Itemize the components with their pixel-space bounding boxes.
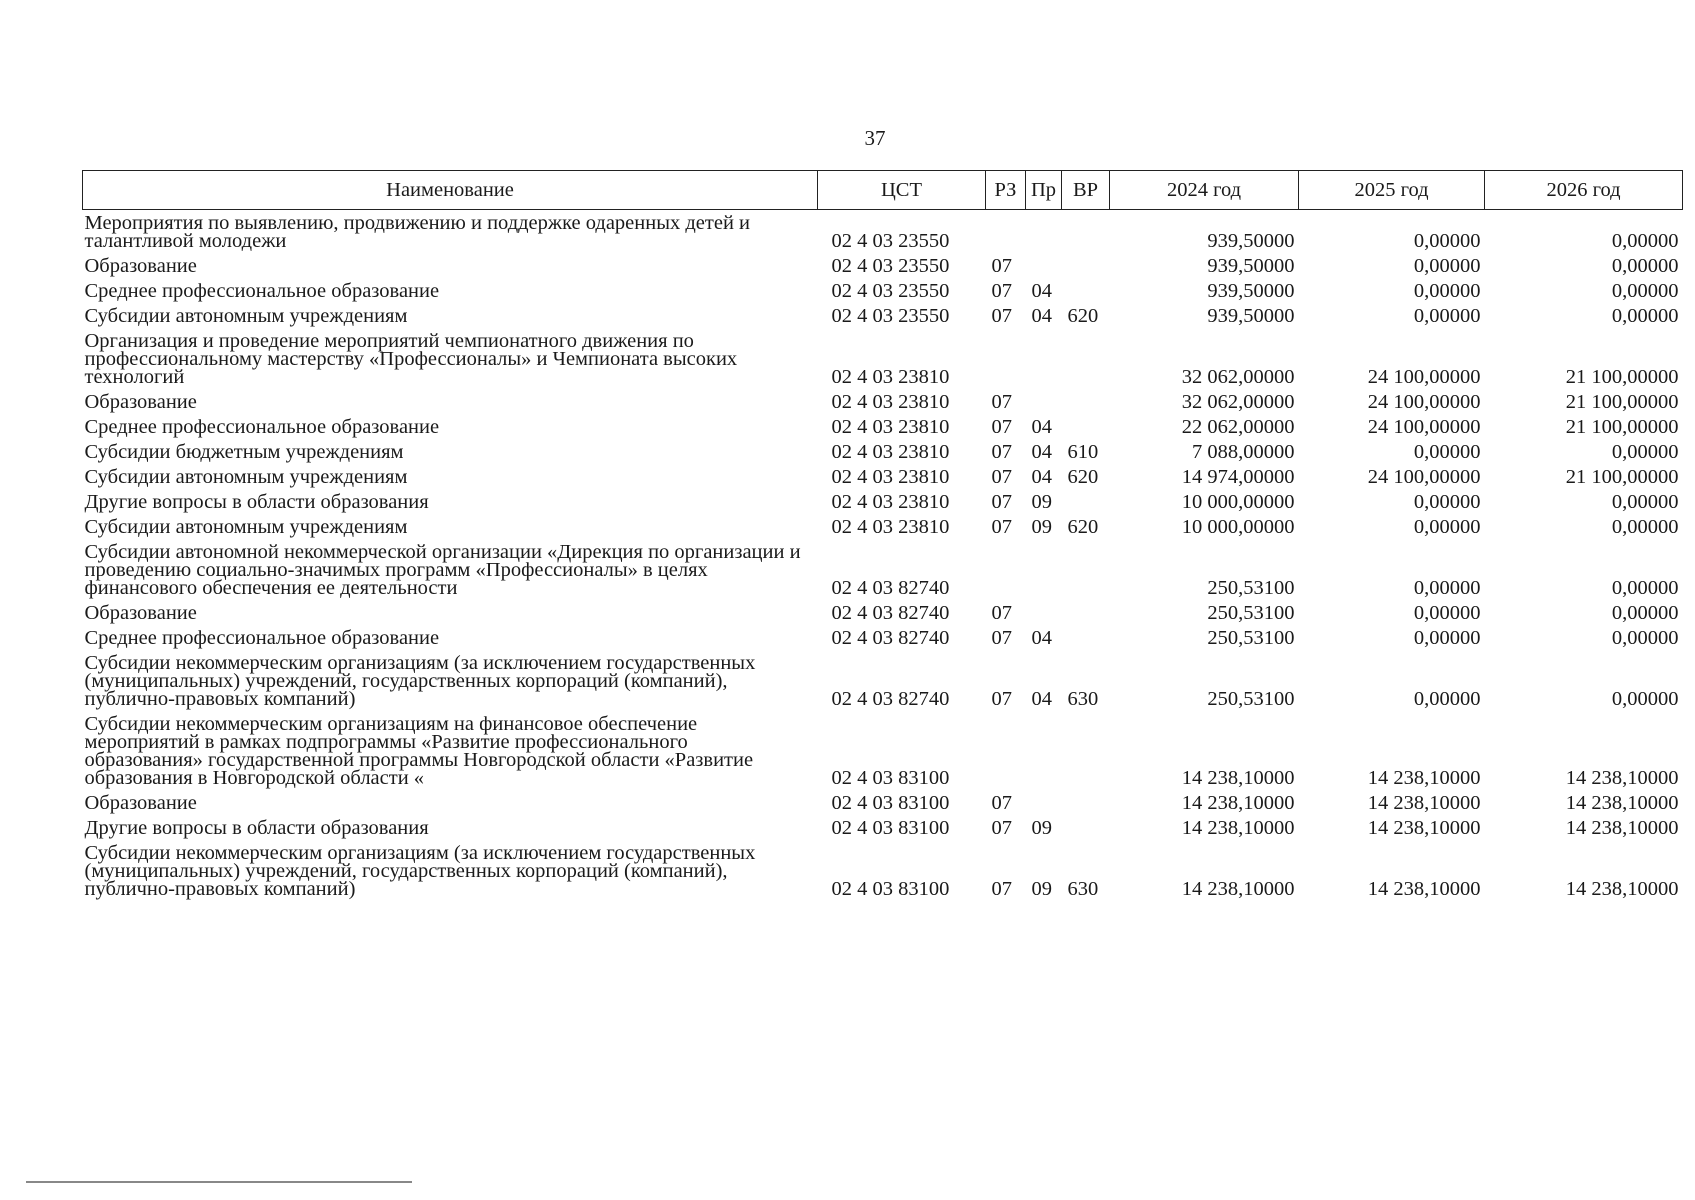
row-vr: 620 (1067, 516, 1099, 538)
table-row (83, 815, 1683, 840)
row-vr (1062, 539, 1110, 600)
row-2025: 0,00000 (1413, 255, 1481, 277)
header-2026: 2026 год (1485, 171, 1683, 210)
row-rz: 07 (991, 305, 1012, 327)
row-cst: 02 4 03 23810 (831, 366, 950, 388)
row-name: Среднее профессиональное образование (84, 627, 440, 649)
row-pr (1026, 210, 1062, 254)
row-2024: 939,50000 (1207, 305, 1295, 327)
row-name: Субсидии некоммерческим организациям на финансовое обеспечение мероприятий в рамках подпрограммы «Развитие профессионального образования» государственной программы Новгородской области «Развитие образования в Новгородской области « (84, 713, 754, 789)
row-pr: 04 (1031, 280, 1052, 302)
row-pr: 04 (1031, 466, 1052, 488)
table-row (83, 328, 1683, 389)
row-cst: 02 4 03 23810 (831, 391, 950, 413)
row-cst: 02 4 03 23550 (831, 255, 950, 277)
row-name: Образование (84, 602, 197, 624)
row-2024: 32 062,00000 (1181, 391, 1295, 413)
table-header-row (83, 171, 1683, 210)
row-rz: 07 (991, 391, 1012, 413)
row-pr: 04 (1031, 627, 1052, 649)
row-2024: 250,53100 (1207, 627, 1295, 649)
row-rz (986, 210, 1026, 254)
row-rz: 07 (991, 441, 1012, 463)
row-2025: 24 100,00000 (1367, 416, 1481, 438)
row-2026: 0,00000 (1611, 627, 1679, 649)
row-2025: 0,00000 (1413, 516, 1481, 538)
row-2025: 14 238,10000 (1367, 817, 1481, 839)
row-2025: 0,00000 (1413, 305, 1481, 327)
row-name: Образование (84, 255, 197, 277)
table-row (83, 414, 1683, 439)
row-rz: 07 (991, 878, 1012, 900)
header-rz: РЗ (986, 171, 1026, 210)
row-2025: 0,00000 (1413, 602, 1481, 624)
row-pr: 09 (1031, 878, 1052, 900)
row-cst: 02 4 03 83100 (831, 878, 950, 900)
row-cst: 02 4 03 23810 (831, 491, 950, 513)
row-cst: 02 4 03 23550 (831, 230, 950, 252)
row-2024: 10 000,00000 (1181, 516, 1295, 538)
row-name: Среднее профессиональное образование (84, 280, 440, 302)
row-vr (1062, 389, 1110, 414)
row-pr (1026, 711, 1062, 790)
row-cst: 02 4 03 82740 (831, 602, 950, 624)
row-name: Субсидии автономной некоммерческой организации «Дирекция по организации и проведению социально-значимых программ «Профессионалы» в целях финансового обеспечения ее деятельности (84, 541, 801, 599)
row-pr (1026, 600, 1062, 625)
row-2026: 21 100,00000 (1565, 366, 1679, 388)
row-2026: 0,00000 (1611, 602, 1679, 624)
row-2024: 14 974,00000 (1181, 466, 1295, 488)
table-row (83, 303, 1683, 328)
table-row (83, 711, 1683, 790)
row-name: Образование (84, 391, 197, 413)
row-name: Образование (84, 792, 197, 814)
table-row (83, 539, 1683, 600)
row-rz: 07 (991, 491, 1012, 513)
row-pr (1026, 790, 1062, 815)
row-pr: 09 (1031, 817, 1052, 839)
table-row (83, 253, 1683, 278)
row-2024: 7 088,00000 (1192, 441, 1295, 463)
row-cst: 02 4 03 23550 (831, 305, 950, 327)
header-pr: Пр (1026, 171, 1062, 210)
row-rz: 07 (991, 817, 1012, 839)
row-name: Организация и проведение мероприятий чемпионатного движения по профессиональному мастерству «Профессионалы» и Чемпионата высоких технологий (84, 330, 738, 388)
row-rz: 07 (991, 516, 1012, 538)
row-2026: 21 100,00000 (1565, 391, 1679, 413)
row-pr: 04 (1031, 416, 1052, 438)
header-2024: 2024 год (1110, 171, 1299, 210)
header-cst: ЦСТ (818, 171, 986, 210)
row-name: Субсидии некоммерческим организациям (за исключением государственных (муниципальных) учреждений, государственных корпораций (компаний), публично-правовых компаний) (84, 652, 756, 710)
row-2025: 0,00000 (1413, 441, 1481, 463)
row-2024: 14 238,10000 (1181, 792, 1295, 814)
row-rz: 07 (991, 466, 1012, 488)
row-pr: 04 (1031, 305, 1052, 327)
row-2025: 0,00000 (1413, 627, 1481, 649)
row-2026: 21 100,00000 (1565, 466, 1679, 488)
row-2024: 939,50000 (1207, 230, 1295, 252)
row-2024: 14 238,10000 (1181, 878, 1295, 900)
row-rz: 07 (991, 255, 1012, 277)
row-2025: 0,00000 (1413, 230, 1481, 252)
row-pr: 04 (1031, 688, 1052, 710)
row-2026: 0,00000 (1611, 688, 1679, 710)
row-2026: 0,00000 (1611, 280, 1679, 302)
row-pr (1026, 539, 1062, 600)
row-2026: 21 100,00000 (1565, 416, 1679, 438)
table-row (83, 514, 1683, 539)
row-name: Субсидии автономным учреждениям (84, 516, 408, 538)
row-vr (1062, 253, 1110, 278)
row-vr (1062, 625, 1110, 650)
row-2025: 14 238,10000 (1367, 878, 1481, 900)
row-vr: 620 (1067, 305, 1099, 327)
budget-table (82, 170, 1683, 901)
row-rz (986, 539, 1026, 600)
header-vr: ВР (1062, 171, 1110, 210)
row-cst: 02 4 03 82740 (831, 577, 950, 599)
row-2024: 250,53100 (1207, 602, 1295, 624)
row-2026: 14 238,10000 (1565, 792, 1679, 814)
row-name: Другие вопросы в области образования (84, 491, 429, 513)
row-rz: 07 (991, 627, 1012, 649)
row-cst: 02 4 03 23810 (831, 416, 950, 438)
row-cst: 02 4 03 83100 (831, 767, 950, 789)
table-row (83, 790, 1683, 815)
header-2025: 2025 год (1299, 171, 1485, 210)
row-pr: 09 (1031, 516, 1052, 538)
header-name: Наименование (83, 171, 818, 210)
row-vr (1062, 815, 1110, 840)
row-2026: 0,00000 (1611, 516, 1679, 538)
row-2024: 939,50000 (1207, 280, 1295, 302)
row-rz: 07 (991, 688, 1012, 710)
row-2025: 24 100,00000 (1367, 391, 1481, 413)
row-cst: 02 4 03 23810 (831, 516, 950, 538)
row-2025: 24 100,00000 (1367, 466, 1481, 488)
row-2024: 22 062,00000 (1181, 416, 1295, 438)
footer-rule (26, 1181, 412, 1183)
row-2025: 0,00000 (1413, 491, 1481, 513)
row-pr (1026, 389, 1062, 414)
row-rz: 07 (991, 792, 1012, 814)
row-vr (1062, 328, 1110, 389)
table-row (83, 650, 1683, 711)
row-2024: 250,53100 (1207, 577, 1295, 599)
row-vr (1062, 790, 1110, 815)
row-name: Мероприятия по выявлению, продвижению и поддержке одаренных детей и талантливой молодежи (84, 212, 751, 252)
row-2024: 939,50000 (1207, 255, 1295, 277)
page-number: 37 (864, 126, 886, 150)
row-pr: 09 (1031, 491, 1052, 513)
row-vr: 620 (1067, 466, 1099, 488)
table-row (83, 278, 1683, 303)
row-2024: 250,53100 (1207, 688, 1295, 710)
row-2025: 14 238,10000 (1367, 767, 1481, 789)
row-2026: 0,00000 (1611, 230, 1679, 252)
row-vr: 610 (1067, 441, 1099, 463)
row-vr: 630 (1067, 878, 1099, 900)
row-cst: 02 4 03 23550 (831, 280, 950, 302)
row-rz: 07 (991, 416, 1012, 438)
row-2026: 14 238,10000 (1565, 878, 1679, 900)
row-2025: 0,00000 (1413, 280, 1481, 302)
row-2025: 14 238,10000 (1367, 792, 1481, 814)
table-row (83, 489, 1683, 514)
row-2026: 0,00000 (1611, 305, 1679, 327)
row-rz (986, 711, 1026, 790)
row-name: Субсидии автономным учреждениям (84, 305, 408, 327)
row-rz (986, 328, 1026, 389)
row-cst: 02 4 03 83100 (831, 792, 950, 814)
table-row (83, 840, 1683, 901)
row-name: Другие вопросы в области образования (84, 817, 429, 839)
row-name: Субсидии бюджетным учреждениям (84, 441, 404, 463)
row-rz: 07 (991, 280, 1012, 302)
row-2024: 14 238,10000 (1181, 817, 1295, 839)
row-name: Субсидии автономным учреждениям (84, 466, 408, 488)
row-vr (1062, 414, 1110, 439)
row-2025: 0,00000 (1413, 577, 1481, 599)
row-2026: 14 238,10000 (1565, 767, 1679, 789)
table-row (83, 389, 1683, 414)
row-cst: 02 4 03 83100 (831, 817, 950, 839)
row-vr (1062, 210, 1110, 254)
row-2025: 24 100,00000 (1367, 366, 1481, 388)
row-cst: 02 4 03 82740 (831, 627, 950, 649)
table-row (83, 439, 1683, 464)
row-2026: 0,00000 (1611, 441, 1679, 463)
table-row (83, 210, 1683, 254)
row-2024: 10 000,00000 (1181, 491, 1295, 513)
row-pr: 04 (1031, 441, 1052, 463)
row-cst: 02 4 03 23810 (831, 466, 950, 488)
row-name: Среднее профессиональное образование (84, 416, 440, 438)
row-cst: 02 4 03 23810 (831, 441, 950, 463)
row-pr (1026, 328, 1062, 389)
row-pr (1026, 253, 1062, 278)
row-2026: 0,00000 (1611, 255, 1679, 277)
row-cst: 02 4 03 82740 (831, 688, 950, 710)
table-row (83, 464, 1683, 489)
row-vr (1062, 278, 1110, 303)
row-2024: 14 238,10000 (1181, 767, 1295, 789)
row-2026: 0,00000 (1611, 491, 1679, 513)
row-rz: 07 (991, 602, 1012, 624)
row-2025: 0,00000 (1413, 688, 1481, 710)
row-2024: 32 062,00000 (1181, 366, 1295, 388)
row-2026: 14 238,10000 (1565, 817, 1679, 839)
row-vr (1062, 600, 1110, 625)
table-body (83, 210, 1683, 902)
row-vr (1062, 489, 1110, 514)
row-vr: 630 (1067, 688, 1099, 710)
table-row (83, 625, 1683, 650)
row-2026: 0,00000 (1611, 577, 1679, 599)
row-name: Субсидии некоммерческим организациям (за исключением государственных (муниципальных) учреждений, государственных корпораций (компаний), публично-правовых компаний) (84, 842, 756, 900)
table-row (83, 600, 1683, 625)
row-vr (1062, 711, 1110, 790)
